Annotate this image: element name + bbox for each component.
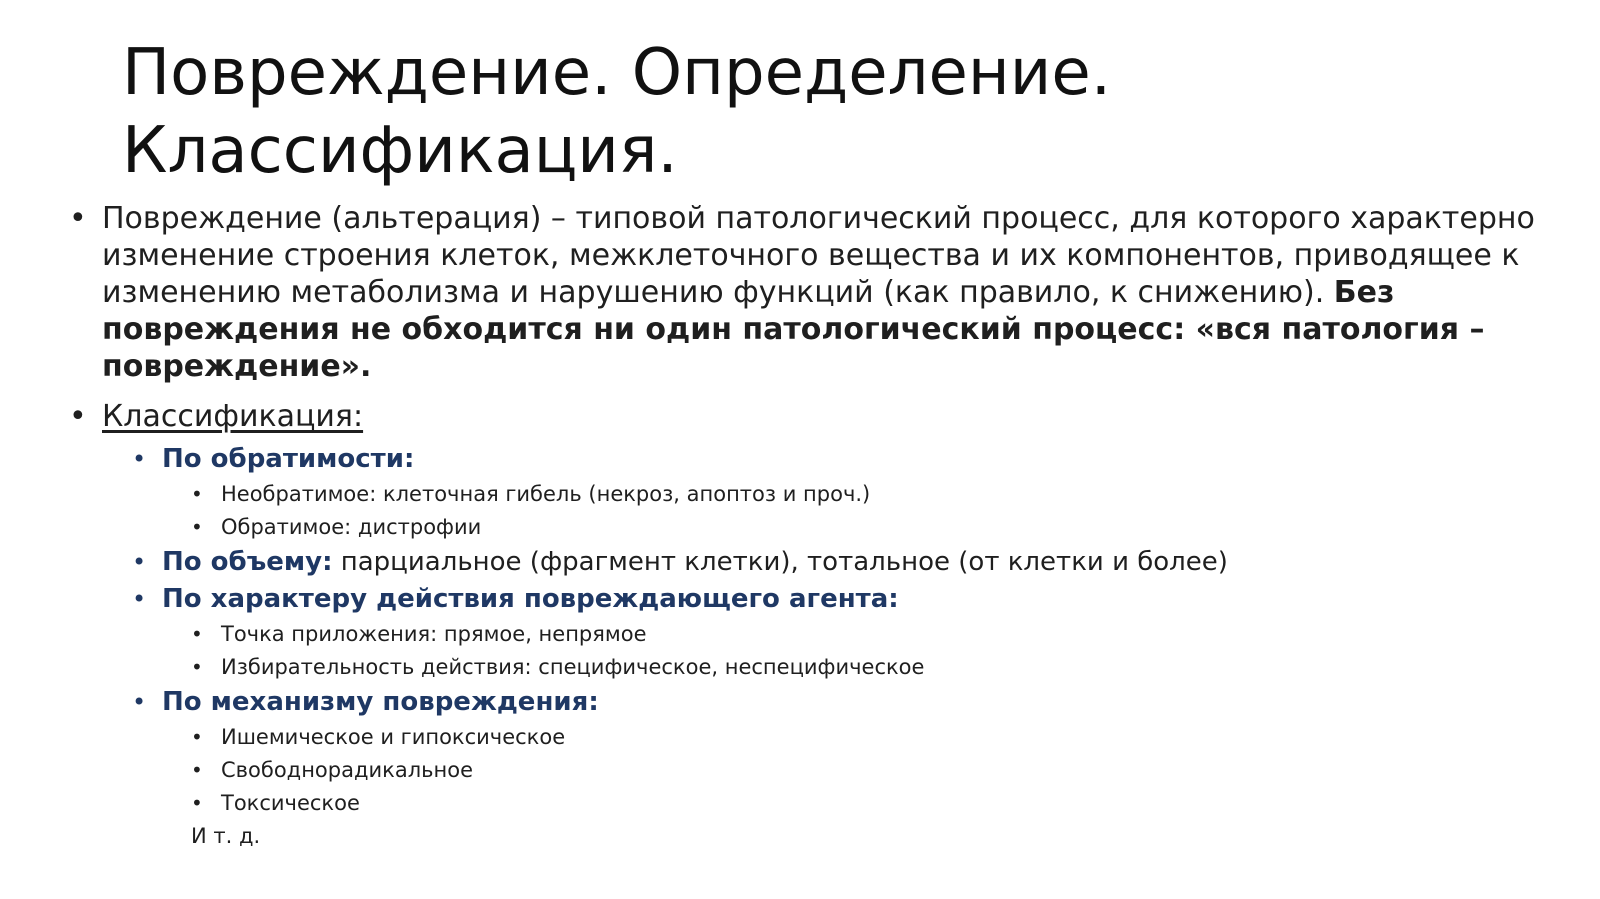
- list-item: [191, 513, 1521, 541]
- bullet-icon: •: [132, 445, 147, 473]
- list-item: [191, 653, 1521, 681]
- bullet-icon: •: [132, 688, 147, 716]
- definition-emphasis-start: Без: [1333, 275, 1395, 310]
- definition-paragraph: [69, 200, 1562, 385]
- classification-heading: [69, 398, 1562, 435]
- list-item-text: Точка приложения: прямое, непрямое: [221, 622, 647, 646]
- definition-line-3: изменению метаболизма и нарушению функций (как правило, к снижению).: [102, 275, 1334, 310]
- slide-title: [122, 34, 1111, 190]
- bullet-icon: •: [191, 515, 203, 539]
- bullet-icon: •: [191, 655, 203, 679]
- bullet-icon: •: [191, 791, 203, 815]
- list-item-text: Избирательность действия: специфическое, неспецифическое: [221, 655, 925, 679]
- list-item: [191, 620, 1521, 648]
- bullet-icon: •: [69, 201, 87, 236]
- list-item-text: Необратимое: клеточная гибель (некроз, апоптоз и проч.): [221, 482, 871, 506]
- group-mechanism: [132, 685, 1562, 719]
- list-item-text: Обратимое: дистрофии: [221, 515, 482, 539]
- group-volume: [132, 545, 1562, 579]
- group-heading: По объему:: [162, 547, 333, 577]
- bullet-icon: •: [191, 725, 203, 749]
- group-agent-action: [132, 582, 1562, 616]
- bullet-icon: •: [191, 622, 203, 646]
- group-reversibility: [132, 442, 1562, 476]
- bullet-icon: •: [69, 399, 87, 434]
- list-item: [191, 480, 1521, 508]
- bullet-icon: •: [191, 482, 203, 506]
- etc-note: И т. д.: [191, 824, 261, 848]
- group-heading: По механизму повреждения:: [162, 687, 599, 717]
- list-item-text: Токсическое: [221, 791, 360, 815]
- group-heading: По обратимости:: [162, 444, 415, 474]
- bullet-icon: •: [132, 548, 147, 576]
- list-item-text: Свободнорадикальное: [221, 758, 473, 782]
- definition-line-1: Повреждение (альтерация) – типовой патологический процесс, для которого характерно: [102, 201, 1535, 236]
- definition-line-2: изменение строения клеток, межклеточного вещества и их компонентов, приводящее к: [102, 238, 1520, 273]
- list-item: [191, 789, 1521, 817]
- title-line-1: Повреждение. Определение.: [122, 36, 1112, 110]
- bullet-icon: •: [191, 758, 203, 782]
- definition-emphasis-line-4: повреждения не обходится ни один патологический процесс: «вся патология –: [102, 312, 1485, 347]
- group-description: парциальное (фрагмент клетки), тотальное (от клетки и более): [332, 547, 1228, 577]
- list-item: [191, 723, 1521, 751]
- classification-label: Классификация:: [102, 399, 364, 434]
- bullet-icon: •: [132, 585, 147, 613]
- group-heading: По характеру действия повреждающего агента:: [162, 584, 899, 614]
- definition-emphasis-line-5: повреждение».: [102, 349, 372, 384]
- list-item-text: Ишемическое и гипоксическое: [221, 725, 566, 749]
- list-item: [191, 756, 1521, 784]
- title-line-2: Классификация.: [122, 114, 678, 188]
